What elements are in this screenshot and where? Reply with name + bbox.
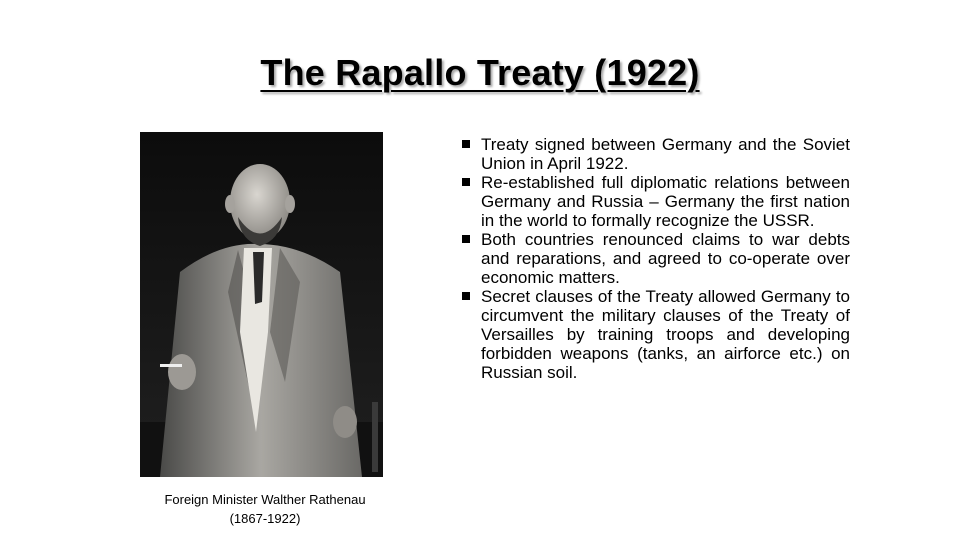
bullet-text: Treaty signed between Germany and the Soviet Union in April 1922. xyxy=(481,135,850,173)
slide-title: The Rapallo Treaty (1922) xyxy=(260,52,700,93)
bullet-text: Both countries renounced claims to war debts and reparations, and agreed to co-operate over economic matters. xyxy=(481,230,850,287)
portrait-photo xyxy=(140,132,383,477)
bullet-item xyxy=(460,287,850,382)
bullet-item xyxy=(460,135,850,173)
bullet-text: Secret clauses of the Treaty allowed Germany to circumvent the military clauses of the Treaty of Versailles by training troops and developing forbidden weapons (tanks, an airforce etc.) on Russian soil. xyxy=(481,287,850,382)
square-bullet-icon xyxy=(462,235,470,243)
square-bullet-icon xyxy=(462,140,470,148)
bullet-item xyxy=(460,230,850,287)
bullet-list xyxy=(460,135,850,382)
square-bullet-icon xyxy=(462,178,470,186)
photo-caption: Foreign Minister Walther Rathenau (1867-1922) xyxy=(164,492,366,526)
bullet-text: Re-established full diplomatic relations between Germany and Russia – Germany the first nation in the world to formally recognize the USSR. xyxy=(481,173,850,230)
square-bullet-icon xyxy=(462,292,470,300)
bullet-item xyxy=(460,173,850,230)
